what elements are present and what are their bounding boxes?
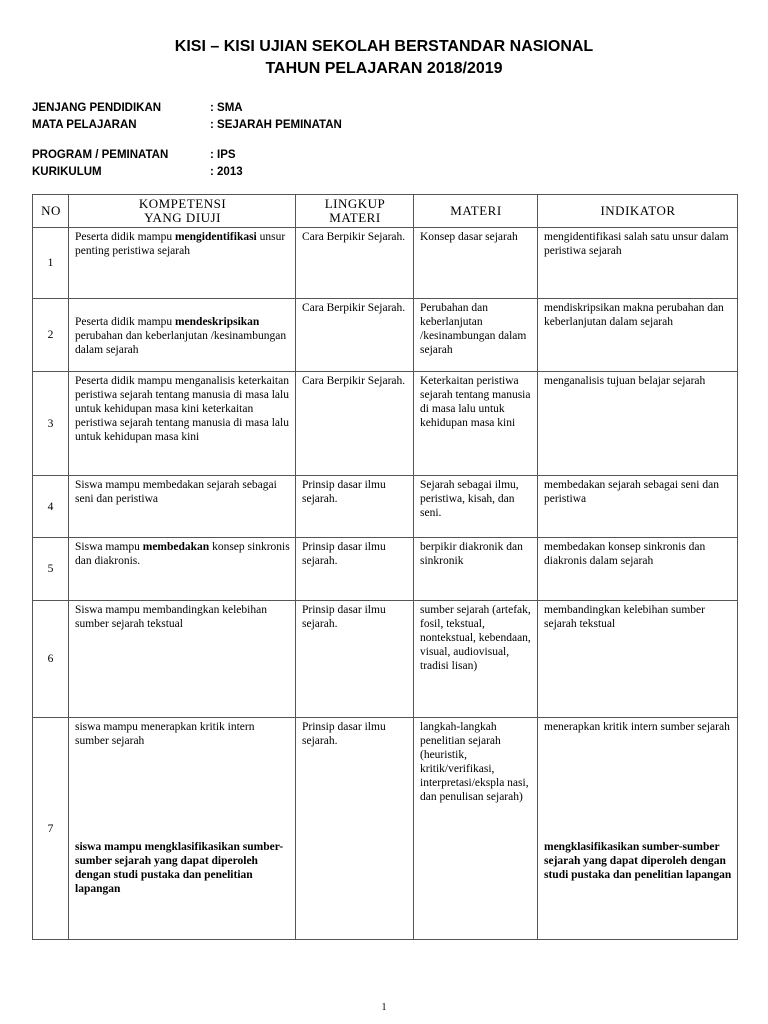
cell-indikator: membandingkan kelebihan sumber sejarah tekstual [538, 601, 738, 718]
meta-mapel [32, 119, 342, 131]
meta-key: JENJANG PENDIDIKAN [32, 102, 162, 114]
meta-value: : SMA [210, 102, 243, 114]
komp-text-rest: konsep sinkronis dan diakronis. [75, 541, 290, 567]
document-title-line2: TAHUN PELAJARAN 2018/2019 [265, 60, 503, 77]
meta-key: MATA PELAJARAN [32, 119, 137, 131]
cell-kompetensi [69, 299, 296, 372]
cell-kompetensi [69, 228, 296, 299]
komp-text-rest: unsur penting peristiwa sejarah [75, 231, 286, 257]
cell-indikator: membedakan sejarah sebagai seni dan peristiwa [538, 476, 738, 538]
table-row [33, 601, 738, 718]
komp-keyword: mendeskripsikan [174, 316, 260, 328]
cell-lingkup: Prinsip dasar ilmu sejarah. [296, 538, 414, 601]
cell-lingkup: Prinsip dasar ilmu sejarah. [296, 601, 414, 718]
header-kompetensi-line2: YANG DIUJI [144, 210, 221, 225]
meta-jenjang [32, 102, 243, 114]
header-indikator: INDIKATOR [538, 195, 738, 228]
header-materi: MATERI [414, 195, 538, 228]
cell-kompetensi [69, 538, 296, 601]
row-number: 6 [33, 601, 69, 718]
table-row [33, 476, 738, 538]
cell-materi: sumber sejarah (artefak, fosil, tekstual, nontekstual, kebendaan, visual, audiovisual, tradisi lisan) [414, 601, 538, 718]
header-lingkup-line1: LINGKUP [324, 196, 386, 211]
header-lingkup [296, 195, 414, 228]
cell-kompetensi: Siswa mampu membedakan sejarah sebagai seni dan peristiwa [69, 476, 296, 538]
komp-text: Peserta didik mampu [75, 316, 175, 328]
table-row [33, 299, 738, 372]
meta-value: : IPS [210, 149, 236, 161]
row-number: 7 [33, 718, 69, 940]
cell-lingkup: Cara Berpikir Sejarah. [296, 372, 414, 476]
row-number: 3 [33, 372, 69, 476]
meta-value: : 2013 [210, 166, 243, 178]
cell-indikator: membedakan konsep sinkronis dan diakronis dalam sejarah [538, 538, 738, 601]
cell-materi: Konsep dasar sejarah [414, 228, 538, 299]
cell-kompetensi: Peserta didik mampu menganalisis keterkaitan peristiwa sejarah tentang manusia di masa lalu untuk kehidupan masa kini keterkaitan peristiwa sejarah tentang manusia di masa lalu untuk kehidupan masa kini [69, 372, 296, 476]
cell-lingkup: Cara Berpikir Sejarah. [296, 228, 414, 299]
komp-text: Peserta didik mampu [75, 231, 175, 243]
cell-lingkup: Prinsip dasar ilmu sejarah. [296, 476, 414, 538]
cell-materi: Keterkaitan peristiwa sejarah tentang manusia di masa lalu untuk kehidupan masa kini [414, 372, 538, 476]
row-number: 2 [33, 299, 69, 372]
header-no: NO [33, 195, 69, 228]
cell-lingkup: Cara Berpikir Sejarah. [296, 299, 414, 372]
komp-extra-text: siswa mampu mengklasifikasikan sumber-sumber sejarah yang dapat diperoleh dengan studi pustaka dan penelitian lapangan [75, 841, 284, 895]
komp-text: siswa mampu menerapkan kritik intern sumber sejarah [75, 721, 255, 747]
komp-keyword: mengidentifikasi [174, 231, 257, 243]
header-lingkup-line2: MATERI [329, 210, 381, 225]
meta-kurikulum [32, 166, 243, 178]
kisi-kisi-table [32, 194, 738, 940]
header-kompetensi [69, 195, 296, 228]
row-number: 1 [33, 228, 69, 299]
cell-lingkup: Prinsip dasar ilmu sejarah. [296, 718, 414, 940]
cell-indikator: mendiskripsikan makna perubahan dan keberlanjutan dalam sejarah [538, 299, 738, 372]
table-row [33, 372, 738, 476]
komp-text-rest: perubahan dan keberlanjutan /kesinambungan dalam sejarah [75, 330, 287, 356]
meta-key: KURIKULUM [32, 166, 102, 178]
cell-indikator: mengidentifikasi salah satu unsur dalam peristiwa sejarah [538, 228, 738, 299]
document-title-line1: KISI – KISI UJIAN SEKOLAH BERSTANDAR NASIONAL [174, 38, 594, 55]
cell-materi: Sejarah sebagai ilmu, peristiwa, kisah, dan seni. [414, 476, 538, 538]
cell-indikator [538, 718, 738, 940]
meta-program [32, 149, 236, 161]
komp-text: Siswa mampu [75, 541, 143, 553]
header-kompetensi-line1: KOMPETENSI [138, 196, 227, 211]
table-row [33, 718, 738, 940]
table-row [33, 228, 738, 299]
indikator-text: menerapkan kritik intern sumber sejarah [544, 721, 730, 733]
cell-materi: Perubahan dan keberlanjutan /kesinambungan dalam sejarah [414, 299, 538, 372]
komp-keyword: membedakan [142, 541, 210, 553]
page-number: 1 [381, 1002, 387, 1013]
meta-value: : SEJARAH PEMINATAN [210, 119, 342, 131]
indikator-extra-text: mengklasifikasikan sumber-sumber sejarah yang dapat diperoleh dengan studi pustaka dan penelitian lapangan [544, 841, 732, 881]
cell-kompetensi [69, 718, 296, 940]
row-number: 4 [33, 476, 69, 538]
table-row [33, 538, 738, 601]
meta-key: PROGRAM / PEMINATAN [32, 149, 169, 161]
cell-indikator: menganalisis tujuan belajar sejarah [538, 372, 738, 476]
table-header-row [33, 195, 738, 228]
cell-materi: langkah-langkah penelitian sejarah (heuristik, kritik/verifikasi, interpretasi/ekspla nasi, dan penulisan sejarah) [414, 718, 538, 940]
cell-materi: berpikir diakronik dan sinkronik [414, 538, 538, 601]
row-number: 5 [33, 538, 69, 601]
cell-kompetensi: Siswa mampu membandingkan kelebihan sumber sejarah tekstual [69, 601, 296, 718]
